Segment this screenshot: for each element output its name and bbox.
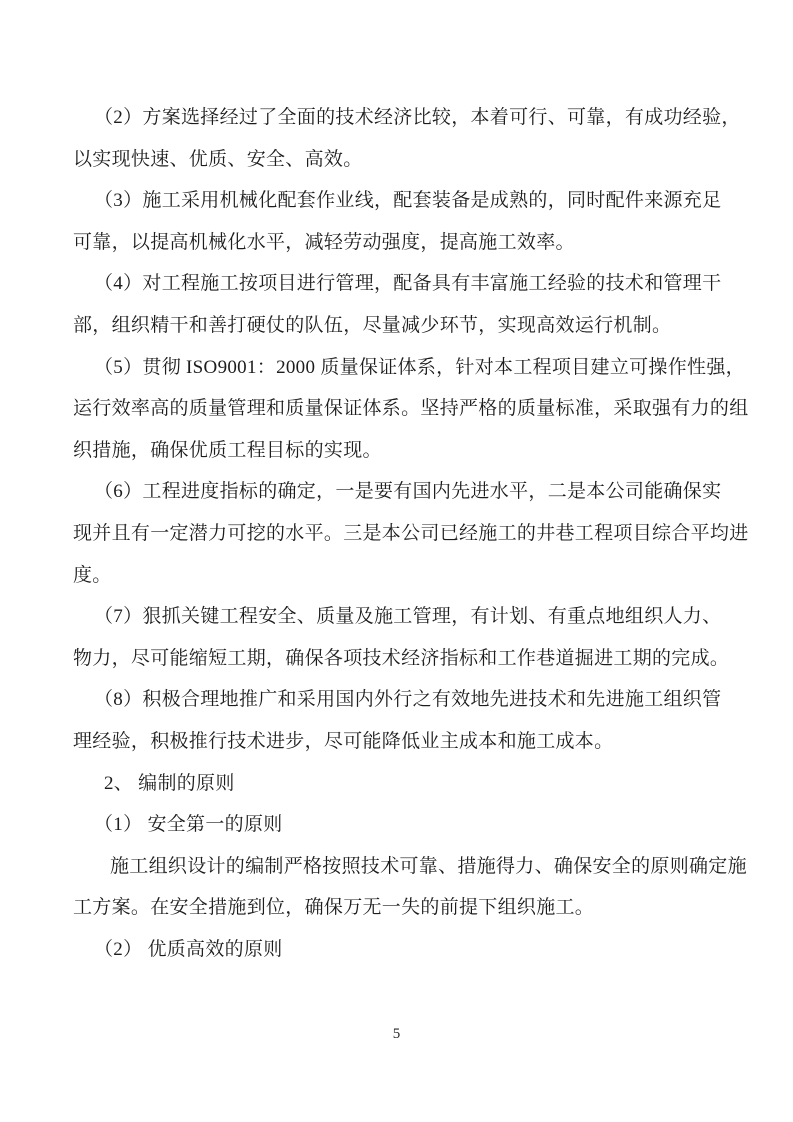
section-2-heading-line: 2、 编制的原则 [104,772,235,794]
page-number: 5 [392,1026,401,1042]
clause-5-line-2: 运行效率高的质量管理和质量保证体系。坚持严格的质量标准，采取强有力的组 [73,398,749,420]
clause-3-line-2: 可靠，以提高机械化水平，减轻劳动强度，提高施工效率。 [73,231,575,253]
clause-2-line-1: （2）方案选择经过了全面的技术经济比较，本着可行、可靠，有成功经验， [94,107,741,128]
clause-4-line-1: （4）对工程施工按项目进行管理，配备具有丰富施工经验的技术和管理干 [94,273,722,295]
section-2-heading [73,763,723,805]
principle-1-heading [73,804,723,846]
clause-7-line-1: （7）狠抓关键工程安全、质量及施工管理，有计划、有重点地组织人力、 [94,606,722,628]
clause-6-line-3: 度。 [73,564,112,586]
principle-1-body-line-1: 施工组织设计的编制严格按照技术可靠、措施得力、确保安全的原则确定施 [110,855,747,877]
document-body [73,97,749,970]
clause-8-line-1: （8）积极合理地推广和采用国内外行之有效地先进技术和先进施工组织管 [94,689,722,711]
principle-1-body [73,846,747,929]
clause-2-line-2: 以实现快速、优质、安全、高效。 [73,148,363,170]
paragraph-clause-2 [73,97,741,180]
clause-4-line-2: 部，组织精干和善打硬仗的队伍，尽量减少环节，实现高效运行机制。 [73,314,672,336]
clause-5-line-1: （5）贯彻 ISO9001：2000 质量保证体系，针对本工程项目建立可操作性强， [94,356,745,378]
principle-2-heading [73,929,723,971]
principle-1-heading-line: （1） 安全第一的原则 [94,814,283,836]
paragraph-clause-7 [73,596,730,679]
paragraph-clause-4 [73,263,723,346]
paragraph-clause-8 [73,679,723,762]
clause-6-line-2: 现并且有一定潜力可挖的水平。三是本公司已经施工的井巷工程项目综合平均进 [73,522,749,544]
clause-5-line-3: 织措施，确保优质工程目标的实现。 [73,439,382,461]
paragraph-clause-6 [73,471,749,596]
clause-6-line-1: （6）工程进度指标的确定，一是要有国内先进水平，二是本公司能确保实 [94,481,722,503]
page-footer [0,1024,793,1044]
paragraph-clause-3 [73,180,723,263]
clause-3-line-1: （3）施工采用机械化配套作业线，配套装备是成熟的，同时配件来源充足 [94,190,722,212]
principle-1-body-line-2: 工方案。在安全措施到位，确保万无一失的前提下组织施工。 [73,897,595,919]
clause-8-line-2: 理经验，积极推行技术进步，尽可能降低业主成本和施工成本。 [73,730,614,752]
paragraph-clause-5 [73,347,749,472]
clause-7-line-2: 物力，尽可能缩短工期，确保各项技术经济指标和工作巷道掘进工期的完成。 [73,647,730,669]
principle-2-heading-line: （2） 优质高效的原则 [94,938,283,960]
